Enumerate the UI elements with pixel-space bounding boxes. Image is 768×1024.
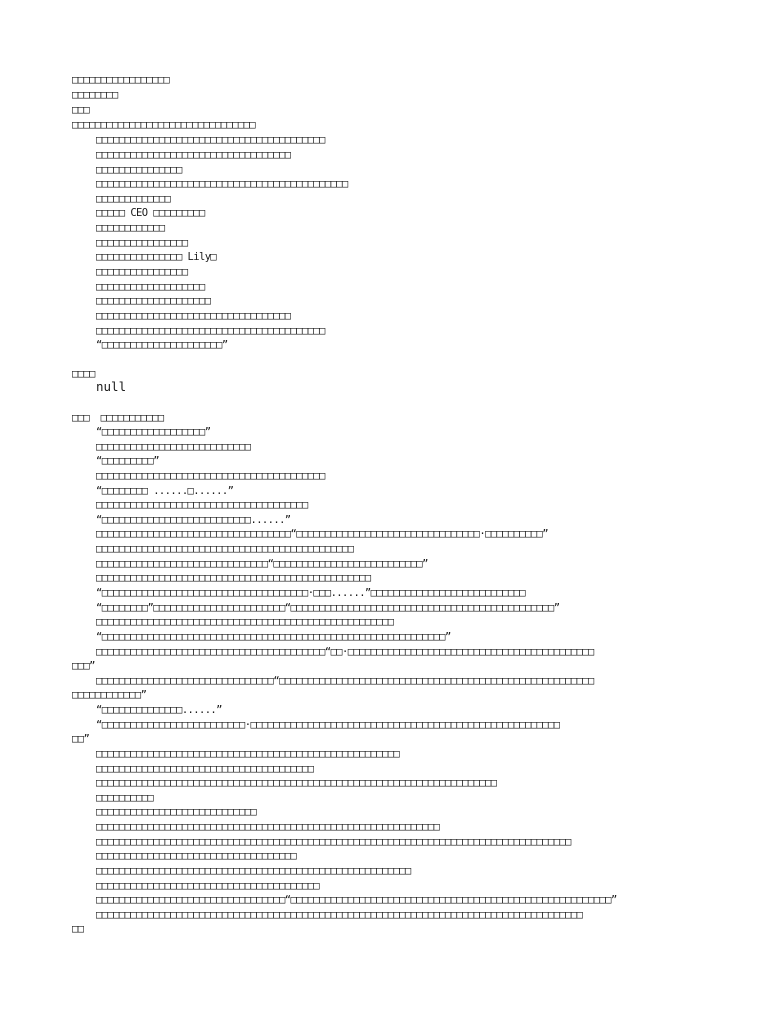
profile-line: □□□□□□□□□□□□□□□□□□□□□□□□□□□□□□□□□□□□□□□□ <box>96 134 325 146</box>
paragraph-line: □□□□□□□□□□□□□□□□□□□□□□□□□□□□ <box>96 806 257 819</box>
profile-line: □□□□□□□□□□□□□□□□ <box>96 266 188 278</box>
title-line: □□□□□□□□□□□□□□□□□□□□□□□□□□□□□□□□ <box>72 119 256 131</box>
paragraph-line: □□□□□□□□□□□□□□□□□□□□□□□□□□□□□□□□□□“□□□□□□□□□□□□□□□□□□□□□□□□□□□□□□□□·□□□□□□□□□□” <box>96 528 549 541</box>
paragraph-line: □□□□□□□□□□□□□□□□□□□□□□□□□□□□□□□□□□□□□□□□□□□□□□□□□□□□□□□□□□□□□□□□□□□□□□□□□□□□□□□□□□□□□ <box>96 908 583 921</box>
paragraph-line: □□□□□□□□□□□□” <box>72 689 147 702</box>
paragraph-line: “□□□□□□□□□” <box>96 455 159 468</box>
paragraph-line: □□□” <box>72 660 95 673</box>
profile-line: □□□□□□□□□□□□□□□ <box>96 164 182 176</box>
paragraph-line: □□□□□□□□□□□□□□□□□□□□□□□□□□□ <box>96 440 251 453</box>
paragraph-line: □□□□□□□□□□□□□□□□□□□□□□□□□□□□□□□□□□□□□□□□□□□□□ <box>96 543 354 555</box>
profile-line: □□□□□□□□□□□□□ <box>96 193 171 205</box>
profile-quote: “□□□□□□□□□□□□□□□□□□□□□” <box>96 339 228 351</box>
paragraph-line: □□□□□□□□□□□□□□□□□□□□□□□□□□□□□□□□□□□□□□□□□□□□□□□□□□□□□□□ <box>96 864 411 877</box>
paragraph-line: □□□□□□□□□□□□□□□□□□□□□□□□□□□□□□□□□□□□□ <box>96 499 308 512</box>
paragraph-line: “□□□□□□□□□□□□□□......” <box>96 704 222 716</box>
profile-line: □□□□□□□□□□□□□□□□□□□□□□□□□□□□□□□□□□ <box>96 149 291 161</box>
paragraph-line: “□□□□□□□□□□□□□□□□□□” <box>96 426 211 438</box>
paragraph-line: □□□□□□□□□□□□□□□□□□□□□□□□□□□□□□□□□□□□□□□□ <box>96 469 325 482</box>
profile-line: □□□□□□□□□□□□□□□□□□□□□□□□□□□□□□□□□□□□□□□□□□□□ <box>96 178 348 190</box>
paragraph-line: “□□□□□□□□□□□□□□□□□□□□□□□□□□......” <box>96 513 291 526</box>
profile-line: □□□□□□□□□□□□ <box>96 222 165 234</box>
paragraph-line: □□□□□□□□□□□□□□□□□□□□□□□□□□□□□□□□□□□□□□ <box>96 762 314 775</box>
paragraph-line: □□□□□□□□□□□□□□□□□□□□□□□□□□□□□□□□□“□□□□□□□□□□□□□□□□□□□□□□□□□□□□□□□□□□□□□□□□□□□□□□□□□□□□□□□□” <box>96 894 617 907</box>
profile-line: □□□□□□□□□□□□□□□□□□□□□□□□□□□□□□□□□□□□□□□□ <box>96 325 325 337</box>
paragraph-line: □□□□□□□□□□□□□□□□□□□□□□□□□□□□□□“□□□□□□□□□□□□□□□□□□□□□□□□□□” <box>96 557 428 570</box>
profile-line: □□□□□□□□□□□□□□□ Lily□ <box>96 251 217 263</box>
paragraph-line: □□□□□□□□□□□□□□□□□□□□□□□□□□□□□□□□□□□□□□□□□□□□□□□□□□□□□□□□□□□□□□□□□□□□□□ <box>96 777 497 790</box>
profile-line: □□□□□ CEO □□□□□□□□□ <box>96 207 205 219</box>
paragraph-line: “□□□□□□□□”□□□□□□□□□□□□□□□□□□□□□□□“□□□□□□□□□□□□□□□□□□□□□□□□□□□□□□□□□□□□□□□□□□□□□□” <box>96 601 560 614</box>
paragraph-line: □□□□□□□□□□□□□□□□□□□□□□□□□□□□□□□□□□□□□□□ <box>96 879 320 892</box>
section-heading: □□□□ <box>72 368 95 380</box>
profile-line: □□□□□□□□□□□□□□□□□□□□□□□□□□□□□□□□□□ <box>96 310 291 322</box>
paragraph-line: □□□□□□□□□□□□□□□□□□□□□□□□□□□□□□□□□□□□□□□□“□□·□□□□□□□□□□□□□□□□□□□□□□□□□□□□□□□□□□□□□□□□□□□ <box>96 645 594 658</box>
paragraph-line: □□□□□□□□□□□□□□□□□□□□□□□□□□□□□□□□□□□□□□□□□□□□□□□□□□□□□□□□□□□□□□□□□□□□□□□□□□□□□□□□□□□ <box>96 835 571 848</box>
title-line: □□□□□□□□ <box>72 89 118 101</box>
paragraph-line: □□□□□□□□□□□□□□□□□□□□□□□□□□□□□□□□□□□ <box>96 850 297 863</box>
paragraph-line: □□□□□□□□□□□□□□□□□□□□□□□□□□□□□□□“□□□□□□□□□□□□□□□□□□□□□□□□□□□□□□□□□□□□□□□□□□□□□□□□□□□□□□□ <box>96 674 594 687</box>
paragraph-line: “□□□□□□□□□□□□□□□□□□□□□□□□□·□□□□□□□□□□□□□□□□□□□□□□□□□□□□□□□□□□□□□□□□□□□□□□□□□□□□□□ <box>96 718 560 731</box>
paragraph-line: □□□□□□□□□□□□□□□□□□□□□□□□□□□□□□□□□□□□□□□□□□□□□□□□□□□□□ <box>96 747 400 760</box>
profile-line: □□□□□□□□□□□□□□□□□□□ <box>96 281 205 293</box>
paragraph-line: □□ <box>72 923 84 936</box>
title-line: □□□□□□□□□□□□□□□□□ <box>72 74 170 86</box>
paragraph-line: “□□□□□□□□□□□□□□□□□□□□□□□□□□□□□□□□□□□□·□□□......”□□□□□□□□□□□□□□□□□□□□□□□□□□□ <box>96 586 526 599</box>
title-line: □□□ <box>72 104 90 116</box>
paragraph-line: □□” <box>72 733 90 746</box>
paragraph-line: □□□□□□□□□□□□□□□□□□□□□□□□□□□□□□□□□□□□□□□□□□□□□□□□□□□□□□□□□□□□ <box>96 821 440 833</box>
paragraph-line: □□□□□□□□□□□□□□□□□□□□□□□□□□□□□□□□□□□□□□□□□□□□□□□□ <box>96 572 371 585</box>
null-value: null <box>96 380 127 394</box>
paragraph-line: □□□□□□□□□□□□□□□□□□□□□□□□□□□□□□□□□□□□□□□□□□□□□□□□□□□□ <box>96 616 394 629</box>
paragraph-line: □□□□□□□□□□ <box>96 791 154 804</box>
section-heading: □□□ □□□□□□□□□□□ <box>72 412 164 424</box>
profile-line: □□□□□□□□□□□□□□□□ <box>96 237 188 249</box>
paragraph-line: “□□□□□□□□□□□□□□□□□□□□□□□□□□□□□□□□□□□□□□□□□□□□□□□□□□□□□□□□□□□□” <box>96 630 451 643</box>
paragraph-line: “□□□□□□□□ ......□......” <box>96 484 234 497</box>
profile-line: □□□□□□□□□□□□□□□□□□□□ <box>96 295 211 307</box>
